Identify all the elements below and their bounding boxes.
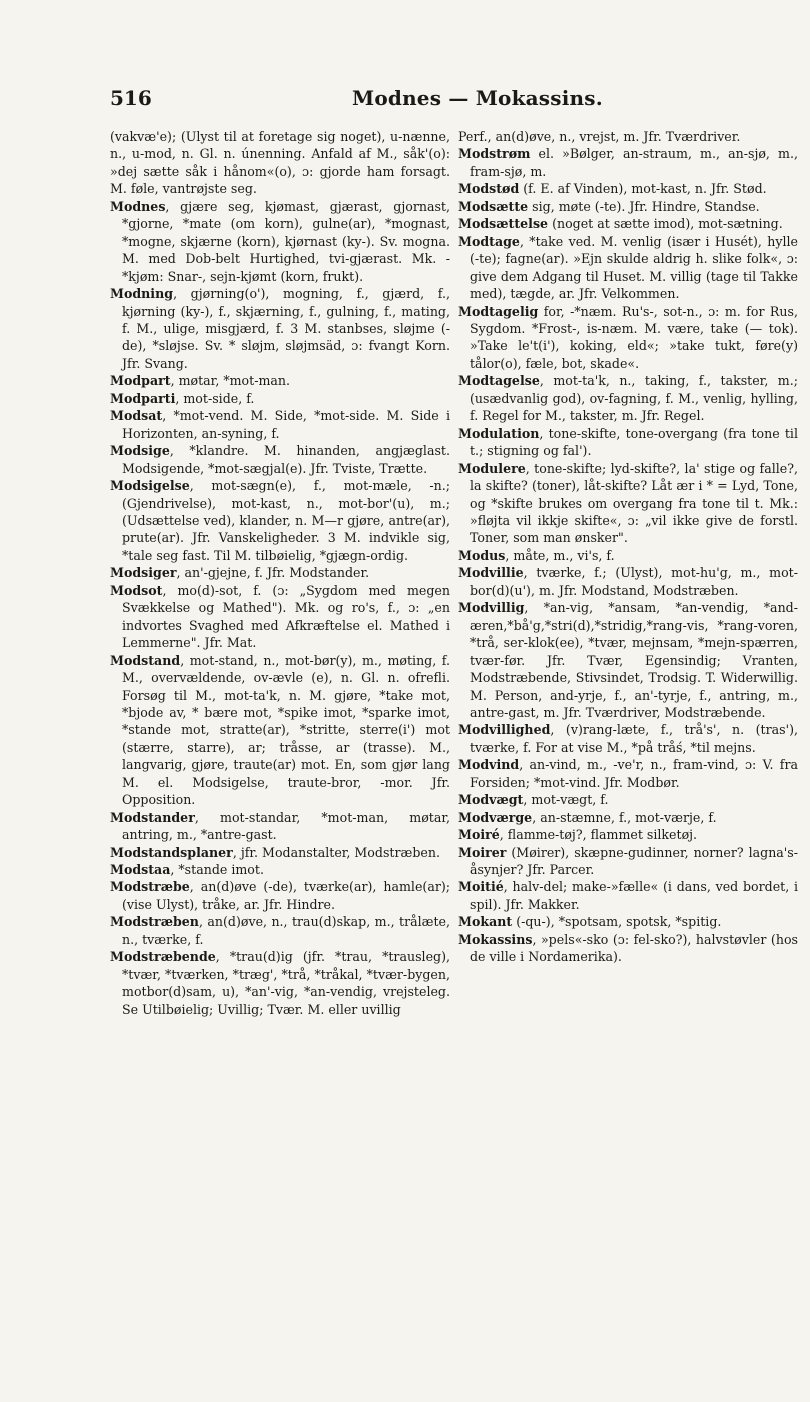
dictionary-entry: Perf., an(d)øve, n., vrejst, m. Jfr. Tværdriver.: [458, 129, 741, 144]
running-title: Modnes — Mokassins.: [352, 86, 603, 110]
dictionary-entry: Modsige, *klandre. M. hinanden, angjæglast. Modsigende, *mot-sægjal(e). Jfr. Tviste, Trætte.: [110, 443, 450, 476]
dictionary-entry: Modnes, gjære seg, kjømast, gjærast, gjornast, *gjorne, *mate (om korn), gulne(ar), *mognast, *mogne, skjærne (korn), kjørnast (ky-). Sv. mogna. M. med Dob-belt Hurtighed, tvi-gjærast. Mk. -*kjøm: Snar-, sejn-kjømt (korn, frukt).: [110, 198, 450, 284]
dictionary-entry: Modvillig, *an-vig, *ansam, *an-vendig, *and-æren,*bå'g,*stri(d),*stridig,*rang-vis, *rang-voren, *trå, ser-klok(ee), *tvær, mejnsam, *mejn-spærren, tvær-før. Jfr. Tvær, Egensindig; Vranten, Modstræbende, Stivsindet, Trodsig. T. Widerwillig. M. Person, and-yrje, f., an'-tyrje, f., antring, m., antre-gast, m. Jfr. Tværdriver, Modstræbende.: [458, 600, 798, 720]
dictionary-entry: Modsot, mo(d)-sot, f. (ɔ: „Sygdom med megen Svækkelse og Mathed"). Mk. og ro's, f., ɔ: „en indvortes Svaghed med Afkræftelse el. Mathed i Lemmerne". Jfr. Mat.: [110, 582, 450, 651]
dictionary-entry: Moiré, flamme-tøj?, flammet silketøj.: [458, 827, 698, 843]
right-column: [458, 128, 798, 966]
dictionary-entry: (vakvæ'e); (Ulyst til at foretage sig noget), u-nænne, n., u-mod, n. Gl. n. únenning. Anfald af M., såk'(o): »dej sætte såk i hånom«(o), ɔ: gjorde ham forsagt. M. føle, vantrøjste seg.: [110, 129, 450, 197]
page-header: [110, 86, 730, 116]
dictionary-entry: Modstand, mot-stand, n., mot-bør(y), m., møting, f. M., overvældende, ov-ævle (e), n. Gl. n. ofrefli. Forsøg til M., mot-ta'k, n. M. gjøre, *take mot, *bjode av, * bære mot, *spike imot, *sparke imot, *stande mot, stratte(ar), *stritte, sterre(i') mot (stærre, starre), ar; tråsse, ar (trasse). M., langvarig, gjøre, traute(ar) mot. En, som gjør lang M. el. Modsigelse, traute-bror, -mor. Jfr. Opposition.: [110, 652, 450, 808]
dictionary-entry: Moitié, halv-del; make-»fælle« (i dans, ved bordet, i spil). Jfr. Makker.: [458, 879, 798, 912]
dictionary-entry: Modstaa, *stande imot.: [110, 862, 264, 878]
dictionary-entry: Modparti, mot-side, f.: [110, 390, 255, 406]
left-column: [110, 128, 450, 1018]
dictionary-entry: Modus, måte, m., vi's, f.: [458, 547, 615, 563]
dictionary-entry: Modsiger, an'-gjejne, f. Jfr. Modstander.: [110, 565, 370, 581]
dictionary-entry: Mokassins, »pels«-sko (ɔ: fel-sko?), halvstøvler (hos de ville i Nordamerika).: [458, 931, 798, 965]
page-number: 516: [110, 86, 152, 110]
dictionary-entry: Modstandsplaner, jfr. Modanstalter, Modstræben.: [110, 844, 440, 860]
dictionary-entry: Modstød (f. E. af Vinden), mot-kast, n. Jfr. Stød.: [458, 181, 767, 197]
dictionary-entry: Modtage, *take ved. M. venlig (især i Husét), hylle (-te); fagne(ar). »Ejn skulde aldrig h. slike folk«, ɔ: give dem Adgang til Huset. M. villig (tage til Takke med), tægde, ar. Jfr. Velkommen.: [458, 233, 798, 302]
dictionary-entry: Modstræbe, an(d)øve (-de), tværke(ar), hamle(ar); (vise Ulyst), tråke, ar. Jfr. Hindre.: [110, 879, 450, 912]
dictionary-entry: Modstrøm el. »Bølger, an-straum, m., an-sjø, m., fram-sjø, m.: [458, 146, 798, 179]
dictionary-entry: Modstræben, an(d)øve, n., trau(d)skap, m., trålæte, n., tværke, f.: [110, 914, 450, 947]
dictionary-entry: Modpart, møtar, *mot-man.: [110, 373, 291, 389]
dictionary-entry: Modtagelig for, -*næm. Ru's-, sot-n., ɔ: m. for Rus, Sygdom. *Frost-, is-næm. M. være, take (— tok). »Take le't(i'), koking, eld«; »take tukt, føre(y) tålor(o), fæle, bot, skade«.: [458, 303, 798, 371]
dictionary-entry: Modvægt, mot-vægt, f.: [458, 792, 609, 808]
dictionary-entry: Modvind, an-vind, m., -ve'r, n., fram-vind, ɔ: V. fra Forsiden; *mot-vind. Jfr. Modbør.: [458, 757, 798, 790]
dictionary-entry: Modstræbende, *trau(d)ig (jfr. *trau, *trausleg), *tvær, *tværken, *træg', *trå, *tråkal, *tvær-bygen, motbor(d)sam, u), *an'-vig, *an-vendig, vrejsteleg. Se Utilbøielig; Uvillig; Tvær. M. eller uvillig: [110, 949, 450, 1017]
dictionary-entry: Modtagelse, mot-ta'k, n., taking, f., takster, m.; (usædvanlig god), ov-fagning, f. M., venlig, hylling, f. Regel for M., takster, m. Jfr. Regel.: [458, 373, 798, 424]
dictionary-entry: Modvillie, tværke, f.; (Ulyst), mot-hu'g, m., mot-bor(d)(u'), m. Jfr. Modstand, Modstræben.: [458, 565, 798, 598]
dictionary-entry: Mokant (-qu-), *spotsam, spotsk, *spitig.: [458, 914, 722, 930]
dictionary-entry: Modulere, tone-skifte; lyd-skifte?, la' stige og falle?, la skifte? (toner), låt-skifte? Låt ær i * = Lyd, Tone, og *skifte brukes om overgang fra tone til t. Mk.: »fløjta vil ikkje skifte«, ɔ: „vil ikke give de forstl. Toner, som man ønsker".: [458, 460, 798, 546]
dictionary-entry: Modsætte sig, møte (-te). Jfr. Hindre, Standse.: [458, 198, 760, 214]
dictionary-entry: Modulation, tone-skifte, tone-overgang (fra tone til t.; stigning og fal').: [458, 425, 798, 459]
dictionary-entry: Modværge, an-stæmne, f., mot-værje, f.: [458, 809, 717, 825]
dictionary-entry: Modsigelse, mot-sægn(e), f., mot-mæle, -n.; (Gjendrivelse), mot-kast, n., mot-bor'(u), m.; (Udsættelse ved), klander, n. M—r gjøre, antre(ar), prute(ar). Jfr. Vanskeligheder. 3 M. indvikle sig, *tale seg fast. Til M. tilbøielig, *gjægn-ordig.: [110, 478, 450, 563]
dictionary-entry: Modsat, *mot-vend. M. Side, *mot-side. M. Side i Horizonten, an-syning, f.: [110, 408, 450, 441]
dictionary-entry: Modvillighed, (v)rang-læte, f., trå's', n. (tras'), tværke, f. For at vise M., *på tråś, *til mejns.: [458, 722, 798, 755]
dictionary-entry: Modsættelse (noget at sætte imod), mot-sætning.: [458, 216, 783, 232]
dictionary-entry: Moirer (Møirer), skæpne-gudinner, norner? lagna's-åsynjer? Jfr. Parcer.: [458, 844, 798, 878]
dictionary-entry: Modstander, mot-standar, *mot-man, møtar, antring, m., *antre-gast.: [110, 809, 450, 843]
dictionary-entry: Modning, gjørning(o'), mogning, f., gjærd, f., kjørning (ky-), f., skjærning, f., gulning, f., mating, f. M., ulige, misgjærd, f. 3 M. stanbses, sløjme (-de), *sløjse. Sv. * sløjm, sløjmsäd, ɔ: fvangt Korn. Jfr. Svang.: [110, 286, 450, 371]
